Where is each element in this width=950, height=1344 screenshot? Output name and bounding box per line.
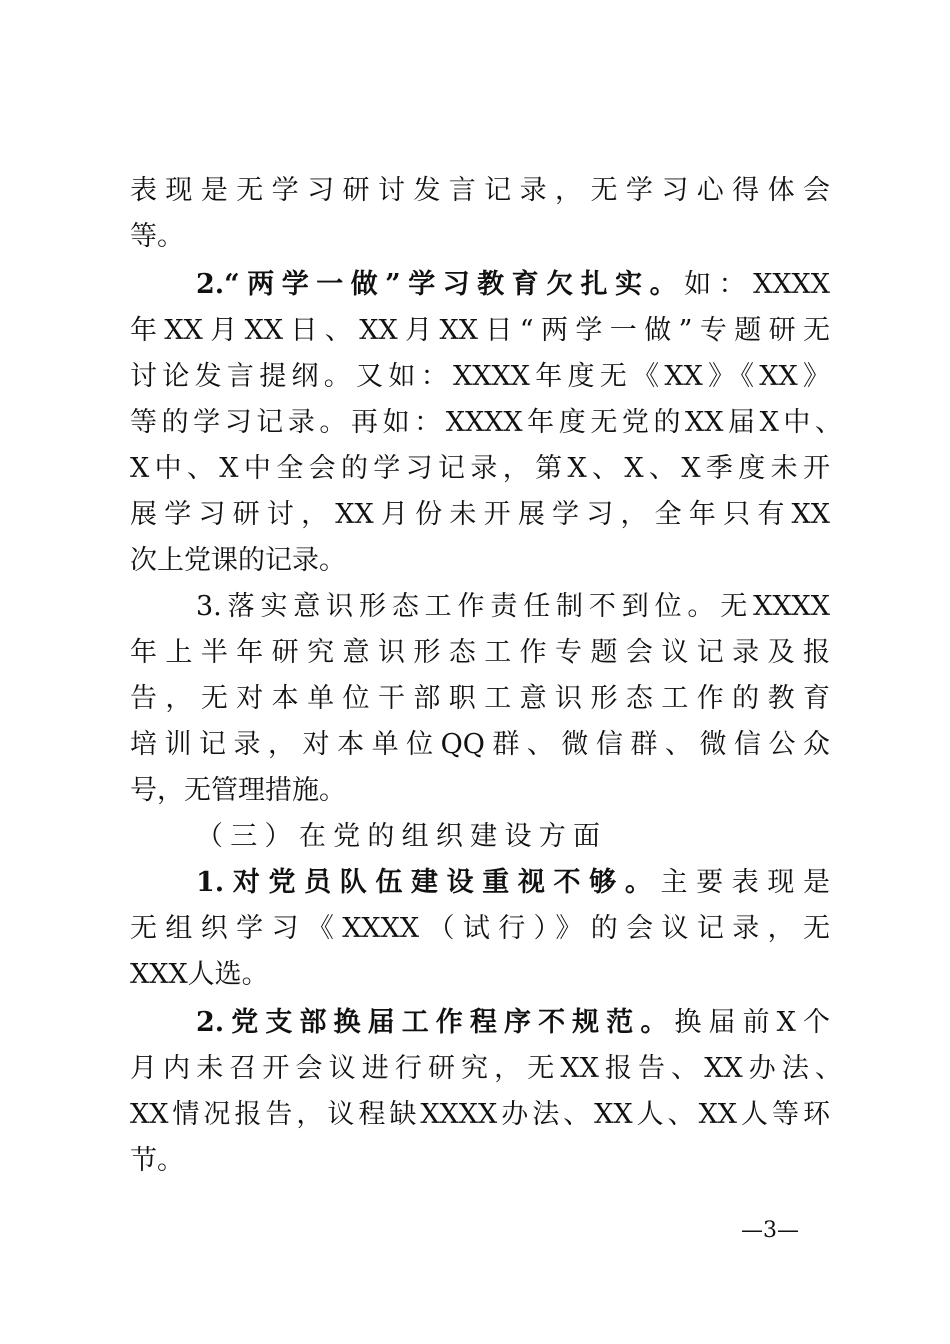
paragraph-heading: 1.对党员队伍建设重视不够。	[196, 867, 661, 898]
paragraph-line: 3.落实意识形态工作责任制不到位。无XXXX	[196, 591, 830, 622]
paragraph-line	[196, 268, 830, 302]
paragraph-line: 等。	[130, 221, 184, 252]
paragraph-line: X中、X中全会的学习记录，第X、X、X季度未开	[130, 453, 830, 484]
paragraph-line: XX情况报告，议程缺XXXX办法、XX人、XX人等环	[130, 1099, 830, 1130]
page-number: —3—	[741, 1218, 799, 1243]
paragraph-heading: 2.党支部换届工作程序不规范。	[196, 1007, 675, 1038]
paragraph-text: 换届前X个	[674, 1007, 830, 1038]
paragraph-line: 月内未召开会议进行研究，无XX报告、XX办法、	[130, 1053, 842, 1084]
paragraph-line: 节。	[130, 1145, 184, 1176]
paragraph-line: 次上党课的记录。	[130, 545, 346, 576]
paragraph-text: 主要表现是	[660, 867, 830, 898]
paragraph-line: 讨论发言提纲。又如：XXXX年度无《XX》《XX》	[130, 361, 830, 392]
paragraph-line: 年XX月XX日、XX月XX日“两学一做”专题研无	[130, 315, 830, 346]
paragraph-line: XXX人选。	[130, 959, 269, 990]
paragraph-line: 等的学习记录。再如：XXXX年度无党的XX届X中、	[130, 407, 842, 438]
paragraph-line	[196, 866, 830, 900]
section-heading: （三）在党的组织建设方面	[196, 821, 600, 852]
paragraph-line: 展学习研讨，XX月份未开展学习，全年只有XX	[130, 499, 830, 530]
paragraph-line: 告，无对本单位干部职工意识形态工作的教育	[130, 683, 830, 714]
paragraph-heading: 2.“两学一做”学习教育欠扎实。	[196, 269, 685, 300]
paragraph-line: 无组织学习《XXXX（试行）》的会议记录，无	[130, 913, 830, 944]
paragraph-line: 培训记录，对本单位QQ群、微信群、微信公众	[130, 729, 830, 760]
paragraph-line: 号，无管理措施。	[130, 775, 346, 806]
paragraph-line	[196, 1006, 830, 1040]
paragraph-line: 表现是无学习研讨发言记录，无学习心得体会	[130, 175, 830, 206]
paragraph-line: 年上半年研究意识形态工作专题会议记录及报	[130, 637, 830, 668]
paragraph-text: 如：XXXX	[684, 269, 830, 300]
